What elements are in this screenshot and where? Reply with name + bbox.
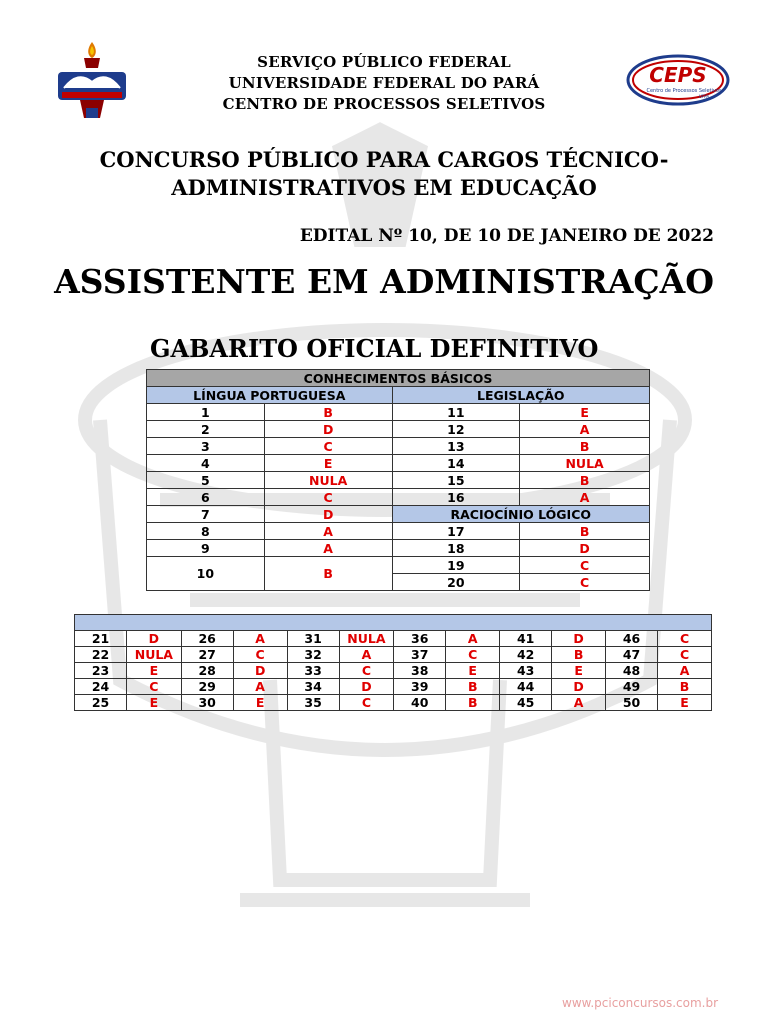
answer: E xyxy=(658,695,712,711)
answer: B xyxy=(446,695,500,711)
question-number: 37 xyxy=(394,647,446,663)
question-number: 44 xyxy=(500,679,552,695)
question-number: 4 xyxy=(147,455,265,472)
answer: B xyxy=(264,404,392,421)
answer: B xyxy=(658,679,712,695)
question-number: 17 xyxy=(392,523,520,540)
question-number: 25 xyxy=(75,695,127,711)
question-number: 14 xyxy=(392,455,520,472)
question-number: 49 xyxy=(606,679,658,695)
table-row xyxy=(75,695,712,711)
ceps-logo-text: CEPS xyxy=(649,63,707,87)
exam-title-line-2: ADMINISTRATIVOS EM EDUCAÇÃO xyxy=(171,175,597,200)
question-number: 36 xyxy=(394,631,446,647)
table-row xyxy=(147,404,650,421)
question-number: 3 xyxy=(147,438,265,455)
position-title: ASSISTENTE EM ADMINISTRAÇÃO xyxy=(54,262,714,301)
answer: D xyxy=(233,663,287,679)
answer: E xyxy=(127,663,182,679)
header-line-3: CENTRO DE PROCESSOS SELETIVOS xyxy=(222,95,546,113)
question-number: 9 xyxy=(147,540,265,557)
question-number: 13 xyxy=(392,438,520,455)
answer: A xyxy=(264,523,392,540)
question-number: 19 xyxy=(392,557,520,574)
question-number: 12 xyxy=(392,421,520,438)
answer: B xyxy=(552,647,606,663)
question-number: 45 xyxy=(500,695,552,711)
table-row xyxy=(147,506,650,523)
header-line-2: UNIVERSIDADE FEDERAL DO PARÁ xyxy=(228,74,540,92)
answer: B xyxy=(446,679,500,695)
answer: C xyxy=(339,695,394,711)
table-row xyxy=(75,679,712,695)
question-number: 2 xyxy=(147,421,265,438)
question-number: 21 xyxy=(75,631,127,647)
answer: C xyxy=(446,647,500,663)
answer: D xyxy=(127,631,182,647)
question-number: 31 xyxy=(287,631,339,647)
answer: D xyxy=(264,421,392,438)
table-row xyxy=(75,663,712,679)
table-row xyxy=(147,455,650,472)
legislation-header: LEGISLAÇÃO xyxy=(392,387,649,404)
portuguese-header: LÍNGUA PORTUGUESA xyxy=(147,387,393,404)
question-number: 29 xyxy=(181,679,233,695)
answer: D xyxy=(264,506,392,523)
answer: C xyxy=(339,663,394,679)
question-number: 23 xyxy=(75,663,127,679)
table-row xyxy=(147,523,650,540)
question-number: 15 xyxy=(392,472,520,489)
answer: E xyxy=(233,695,287,711)
table-row xyxy=(147,472,650,489)
answer: A xyxy=(520,489,650,506)
specific-knowledge-table xyxy=(74,614,712,711)
answer: NULA xyxy=(264,472,392,489)
answer: C xyxy=(658,631,712,647)
question-number: 11 xyxy=(392,404,520,421)
answer: B xyxy=(520,523,650,540)
question-number: 16 xyxy=(392,489,520,506)
question-number: 48 xyxy=(606,663,658,679)
question-number: 34 xyxy=(287,679,339,695)
question-number: 26 xyxy=(181,631,233,647)
question-number: 10 xyxy=(147,557,265,591)
answer: C xyxy=(127,679,182,695)
answer: A xyxy=(552,695,606,711)
answer: D xyxy=(552,631,606,647)
ceps-logo-subtitle: Centro de Processos Seletivos xyxy=(646,88,722,94)
question-number: 33 xyxy=(287,663,339,679)
answer: D xyxy=(339,679,394,695)
answer: E xyxy=(264,455,392,472)
table-row xyxy=(147,540,650,557)
question-number: 46 xyxy=(606,631,658,647)
exam-title xyxy=(0,146,768,202)
question-number: 27 xyxy=(181,647,233,663)
answer: A xyxy=(339,647,394,663)
question-number: 28 xyxy=(181,663,233,679)
answer: B xyxy=(520,438,650,455)
answer: C xyxy=(233,647,287,663)
question-number: 47 xyxy=(606,647,658,663)
answer: C xyxy=(520,557,650,574)
table-row xyxy=(147,421,650,438)
answer: E xyxy=(127,695,182,711)
answer: C xyxy=(264,438,392,455)
question-number: 6 xyxy=(147,489,265,506)
answer: NULA xyxy=(339,631,394,647)
table-row xyxy=(75,631,712,647)
answer: C xyxy=(658,647,712,663)
basic-knowledge-table xyxy=(146,369,650,591)
question-number: 30 xyxy=(181,695,233,711)
question-number: 43 xyxy=(500,663,552,679)
answer: A xyxy=(233,679,287,695)
answer: A xyxy=(658,663,712,679)
answer: NULA xyxy=(520,455,650,472)
answer: E xyxy=(520,404,650,421)
question-number: 42 xyxy=(500,647,552,663)
question-number: 35 xyxy=(287,695,339,711)
ceps-logo-subtitle-2: UFPA xyxy=(698,94,710,99)
answer: B xyxy=(264,557,392,591)
question-number: 20 xyxy=(392,574,520,591)
question-number: 24 xyxy=(75,679,127,695)
table-row xyxy=(147,489,650,506)
answer: A xyxy=(264,540,392,557)
basic-knowledge-header: CONHECIMENTOS BÁSICOS xyxy=(147,370,650,387)
answer: NULA xyxy=(127,647,182,663)
answer: E xyxy=(446,663,500,679)
answer: C xyxy=(520,574,650,591)
exam-title-line-1: CONCURSO PÚBLICO PARA CARGOS TÉCNICO- xyxy=(99,147,669,172)
question-number: 41 xyxy=(500,631,552,647)
source-watermark: www.pciconcursos.com.br xyxy=(562,996,719,1010)
question-number: 18 xyxy=(392,540,520,557)
answer: A xyxy=(520,421,650,438)
answer: C xyxy=(264,489,392,506)
question-number: 1 xyxy=(147,404,265,421)
specific-knowledge-header xyxy=(75,615,712,631)
answer: A xyxy=(446,631,500,647)
institution-header xyxy=(0,52,768,115)
question-number: 40 xyxy=(394,695,446,711)
edital-reference: EDITAL Nº 10, DE 10 DE JANEIRO DE 2022 xyxy=(299,226,714,246)
logical-reasoning-header: RACIOCÍNIO LÓGICO xyxy=(392,506,649,523)
question-number: 32 xyxy=(287,647,339,663)
answer: D xyxy=(520,540,650,557)
question-number: 22 xyxy=(75,647,127,663)
question-number: 38 xyxy=(394,663,446,679)
header-line-1: SERVIÇO PÚBLICO FEDERAL xyxy=(257,53,511,71)
answer: E xyxy=(552,663,606,679)
answer: B xyxy=(520,472,650,489)
answer: A xyxy=(233,631,287,647)
answer: D xyxy=(552,679,606,695)
question-number: 39 xyxy=(394,679,446,695)
answer-key-title: GABARITO OFICIAL DEFINITIVO xyxy=(150,334,599,363)
question-number: 7 xyxy=(147,506,265,523)
table-row xyxy=(147,438,650,455)
table-row xyxy=(75,647,712,663)
question-number: 5 xyxy=(147,472,265,489)
table-row xyxy=(147,557,650,574)
question-number: 50 xyxy=(606,695,658,711)
question-number: 8 xyxy=(147,523,265,540)
